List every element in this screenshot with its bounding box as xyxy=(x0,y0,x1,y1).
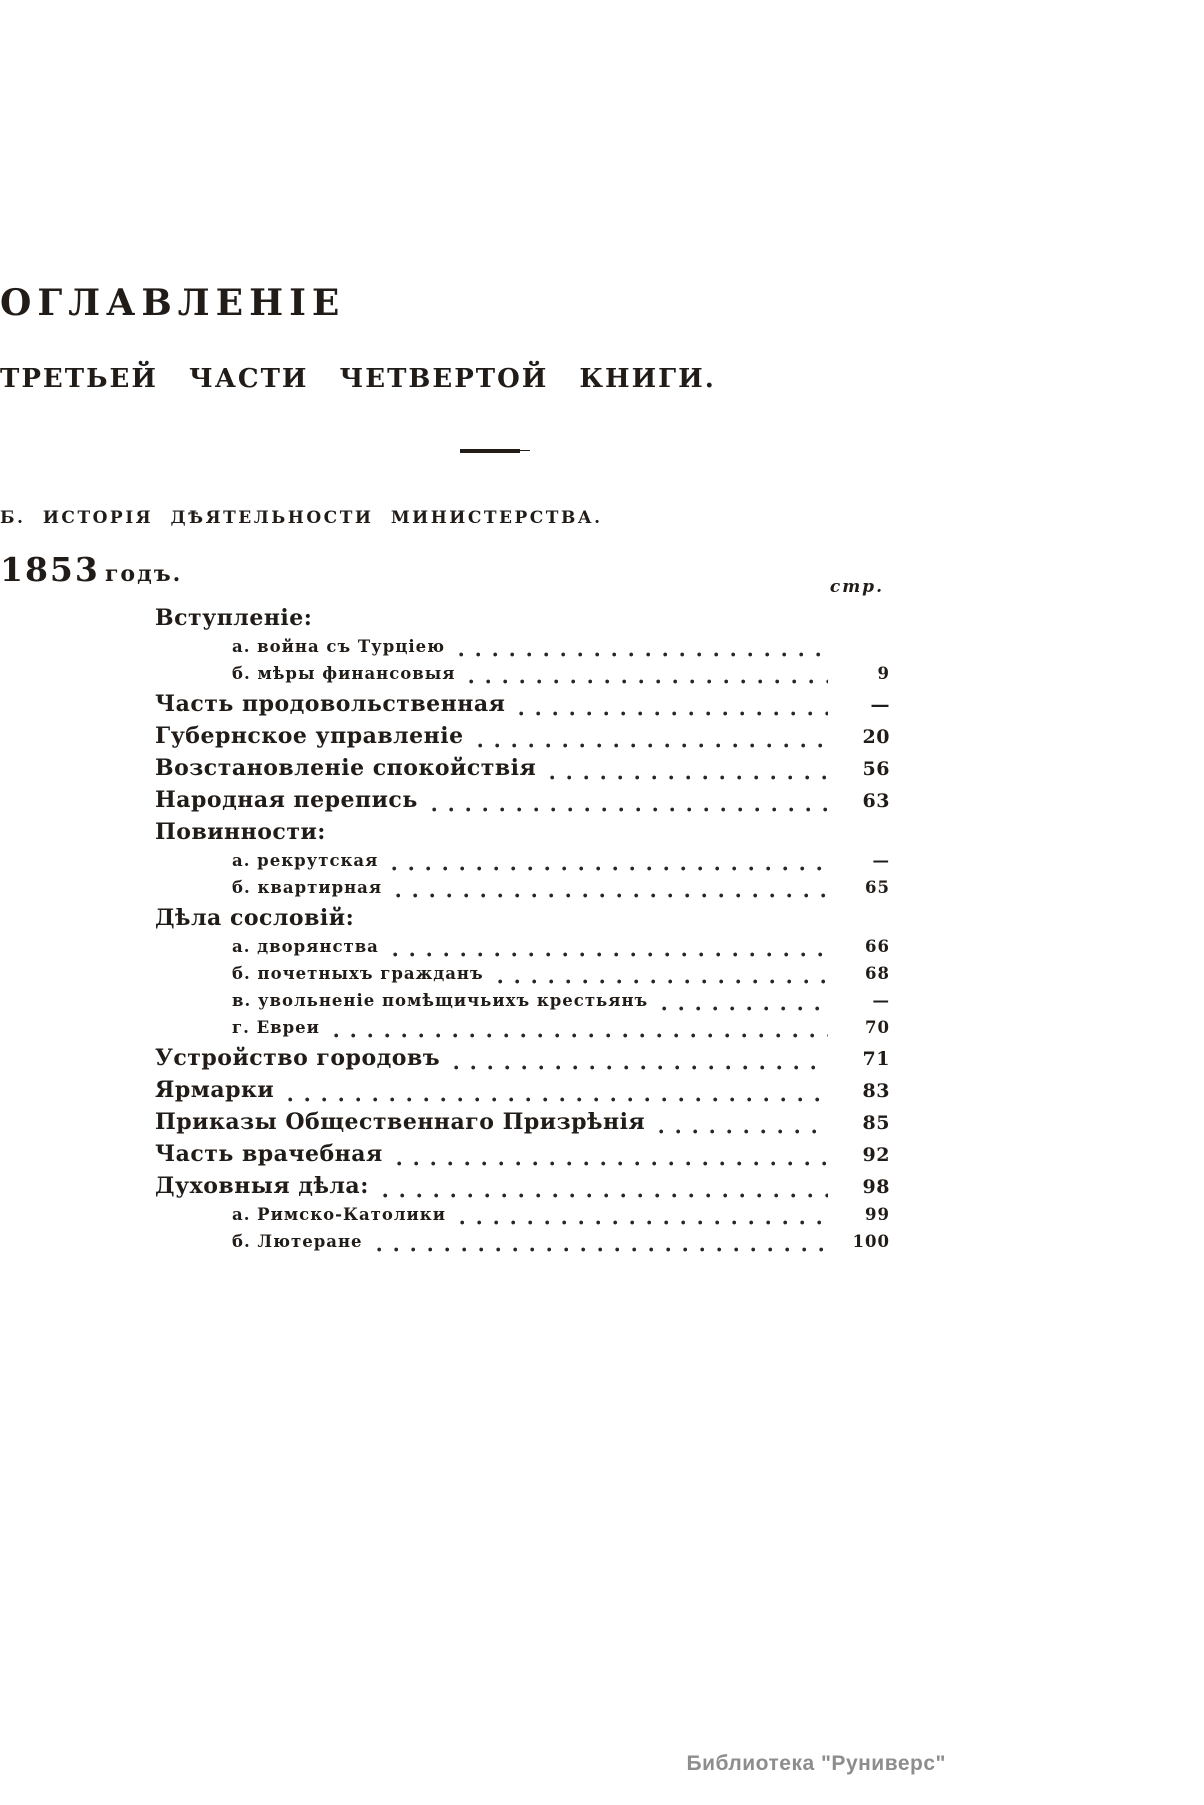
toc-entry xyxy=(155,1232,890,1259)
toc-entry-page: 98 xyxy=(862,1176,890,1198)
toc-entry xyxy=(155,937,890,964)
dot-leader xyxy=(396,893,828,898)
toc-entry-label: Духовныя дѣла: xyxy=(155,1173,369,1199)
toc-entry-page: 56 xyxy=(862,758,890,780)
toc-entry-label: Повинности: xyxy=(155,819,326,845)
dot-leader xyxy=(432,807,828,812)
toc-entry xyxy=(155,1109,890,1141)
toc-entry xyxy=(155,905,890,937)
year-number: 1853 xyxy=(0,550,100,589)
toc-entry xyxy=(155,819,890,851)
toc-entry-label: а. дворянства xyxy=(232,937,379,956)
toc-entry-label: г. Евреи xyxy=(232,1018,320,1037)
toc-entry-page: 83 xyxy=(862,1080,890,1102)
toc-entry xyxy=(155,755,890,787)
toc-entry-page: 70 xyxy=(865,1018,890,1037)
toc-entry-label: а. рекрутская xyxy=(232,851,379,870)
toc-entry-page: 68 xyxy=(865,964,890,983)
toc-entry-label: Часть врачебная xyxy=(155,1141,383,1167)
toc-entry xyxy=(155,605,890,637)
toc-entry xyxy=(155,723,890,755)
dot-leader xyxy=(392,866,828,871)
page-title: ОГЛАВЛЕНІЕ xyxy=(0,282,346,324)
dot-leader xyxy=(662,1006,828,1011)
toc-entry xyxy=(155,1077,890,1109)
toc-entry xyxy=(155,1173,890,1205)
toc-entry-page: 63 xyxy=(862,790,890,812)
dot-leader xyxy=(659,1129,828,1134)
toc-entry-page: — xyxy=(872,851,890,870)
toc-entry xyxy=(155,787,890,819)
toc-entry-page: 100 xyxy=(852,1232,890,1251)
dot-leader xyxy=(397,1161,828,1166)
page-column-label: стр. xyxy=(829,577,884,597)
toc-entry-label: а. Римско-Католики xyxy=(232,1205,446,1224)
section-heading: Б. ИСТОРІЯ ДѢЯТЕЛЬНОСТИ МИНИСТЕРСТВА. xyxy=(0,508,603,528)
toc-entry-label: в. увольненіе помѣщичьихъ крестьянъ xyxy=(232,991,649,1010)
toc-entry xyxy=(155,1205,890,1232)
toc-list xyxy=(155,605,890,1259)
toc-entry xyxy=(155,691,890,723)
toc-entry-label: Губернское управленіе xyxy=(155,723,464,749)
year-word: годъ. xyxy=(104,561,183,587)
toc-entry-label: Приказы Общественнаго Призрѣнія xyxy=(155,1109,646,1135)
toc-entry-page: 20 xyxy=(862,726,890,748)
section-divider xyxy=(460,449,520,453)
toc-entry-page: — xyxy=(872,991,890,1010)
toc-entry xyxy=(155,1018,890,1045)
dot-leader xyxy=(519,711,828,716)
toc-entry-label: б. мѣры финансовыя xyxy=(232,664,456,683)
toc-entry-page: — xyxy=(870,694,890,716)
toc-entry-page: 9 xyxy=(877,664,890,683)
dot-leader xyxy=(469,679,828,684)
dot-leader xyxy=(478,743,828,748)
toc-entry-label: Возстановленіе спокойствія xyxy=(155,755,537,781)
dot-leader xyxy=(288,1097,828,1102)
toc-entry-page: 65 xyxy=(865,878,890,897)
library-watermark: Библиотека "Руниверс" xyxy=(686,1752,946,1775)
toc-entry-label: Часть продовольственная xyxy=(155,691,506,717)
toc-entry xyxy=(155,637,890,664)
dot-leader xyxy=(383,1193,828,1198)
toc-entry-page: 99 xyxy=(865,1205,890,1224)
dot-leader xyxy=(498,979,828,984)
dot-leader xyxy=(334,1033,828,1038)
toc-entry xyxy=(155,964,890,991)
toc-entry-label: Ярмарки xyxy=(155,1077,275,1103)
dot-leader xyxy=(550,775,828,780)
toc-entry-page: 66 xyxy=(865,937,890,956)
dot-leader xyxy=(459,652,828,657)
toc-entry xyxy=(155,878,890,905)
dot-leader xyxy=(454,1065,828,1070)
dot-leader xyxy=(377,1247,828,1252)
toc-entry xyxy=(155,664,890,691)
toc-entry-label: Устройство городовъ xyxy=(155,1045,441,1071)
dot-leader xyxy=(460,1220,828,1225)
page-subtitle: ТРЕТЬЕЙ ЧАСТИ ЧЕТВЕРТОЙ КНИГИ. xyxy=(0,364,716,394)
toc-entry-page: 85 xyxy=(862,1112,890,1134)
toc-entry-label: б. квартирная xyxy=(232,878,383,897)
toc-entry-label: а. война съ Турціею xyxy=(232,637,446,656)
toc-entry xyxy=(155,1141,890,1173)
toc-entry xyxy=(155,1045,890,1077)
toc-entry-label: б. почетныхъ гражданъ xyxy=(232,964,484,983)
year-heading xyxy=(0,550,1204,589)
toc-entry-page: 92 xyxy=(862,1144,890,1166)
toc-entry xyxy=(155,991,890,1018)
toc-entry-label: Дѣла сословій: xyxy=(155,905,355,931)
toc-entry-label: Вступленіе: xyxy=(155,605,313,631)
toc-entry-page: 71 xyxy=(862,1048,890,1070)
toc-entry xyxy=(155,851,890,878)
dot-leader xyxy=(393,952,828,957)
toc-entry-label: б. Лютеране xyxy=(232,1232,363,1251)
toc-entry-label: Народная перепись xyxy=(155,787,418,813)
